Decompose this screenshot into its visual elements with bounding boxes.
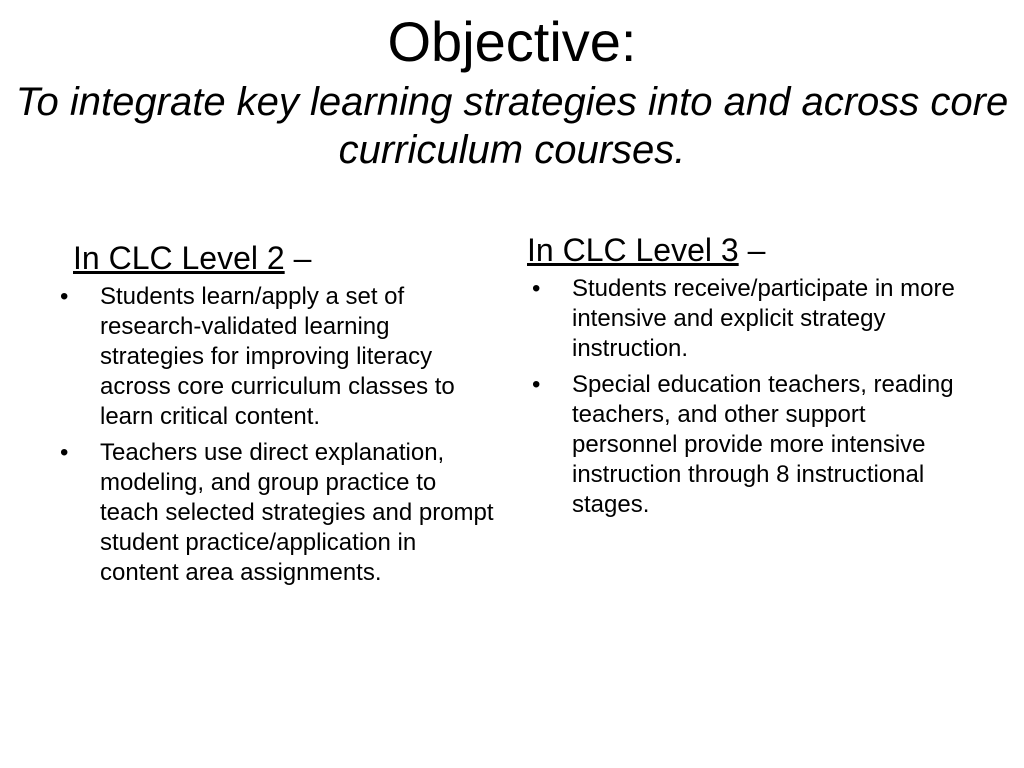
list-item (55, 282, 500, 432)
bullet-icon: • (60, 283, 69, 310)
list-item (55, 438, 500, 588)
left-heading-suffix: – (284, 240, 312, 276)
bullet-text: Students receive/participate in more intensive and explicit strategy instruction. (572, 275, 955, 362)
title-block (0, 10, 1024, 174)
right-column (527, 230, 967, 526)
clc-level-3-link[interactable]: In CLC Level 3 (527, 232, 739, 268)
right-heading-suffix: – (738, 232, 766, 268)
right-column-heading (527, 230, 967, 270)
bullet-text: Students learn/apply a set of research-validated learning strategies for improving literacy across core curriculum classes to learn critical content. (100, 283, 455, 430)
clc-level-2-link[interactable]: In CLC Level 2 (73, 240, 285, 276)
right-bullet-list (527, 274, 967, 520)
slide-title: Objective: (387, 10, 637, 73)
bullet-icon: • (60, 439, 69, 466)
list-item (527, 274, 967, 364)
bullet-text: Special education teachers, reading teachers, and other support personnel provide more intensive instruction through 8 instructional stages. (572, 371, 954, 518)
left-bullet-list (55, 282, 500, 588)
left-column (55, 238, 500, 594)
bullet-icon: • (532, 275, 541, 302)
slide-subtitle: To integrate key learning strategies into and across core curriculum courses. (15, 80, 1009, 172)
list-item (527, 370, 967, 520)
bullet-text: Teachers use direct explanation, modeling, and group practice to teach selected strategies and prompt student practice/application in content area assignments. (100, 439, 494, 586)
left-column-heading (55, 238, 500, 278)
bullet-icon: • (532, 371, 541, 398)
